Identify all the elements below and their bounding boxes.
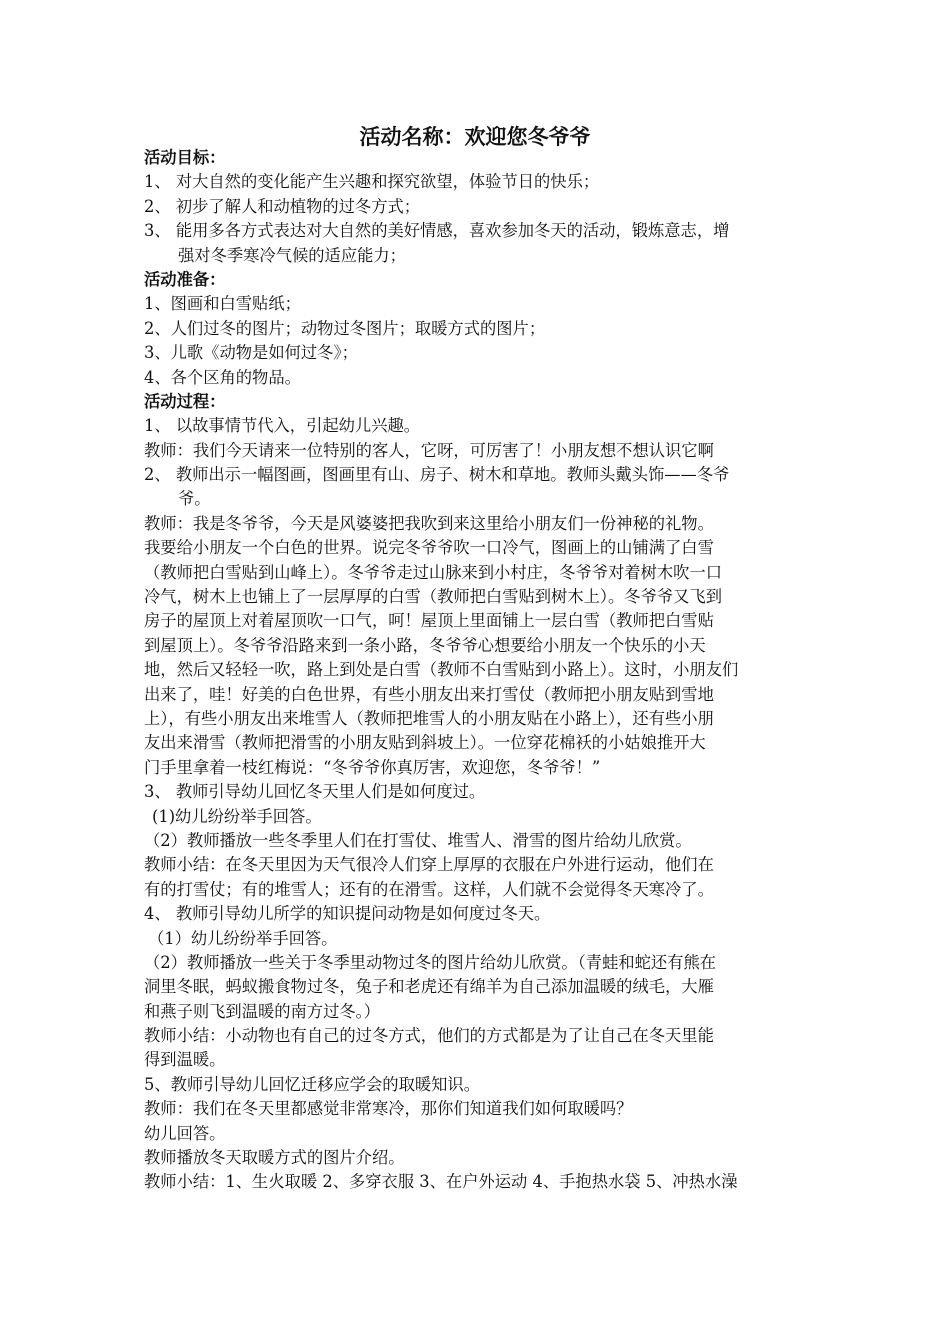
document-title: 活动名称：欢迎您冬爷爷 [359,124,591,149]
text-line: 冷气，树木上也铺上了一层厚厚的白雪（教师把白雪贴到树木上）。冬爷爷又飞到 [144,587,722,607]
text-line: 4、各个区角的物品。 [144,367,301,387]
text-line: 教师播放冬天取暖方式的图片介绍。 [144,1148,405,1168]
text-line: 教师：我是冬爷爷，今天是风婆婆把我吹到来这里给小朋友们一份神秘的礼物。 [144,513,714,533]
section-heading: 活动准备： [144,269,226,289]
text-line: 教师小结：小动物也有自己的过冬方式，他们的方式都是为了让自己在冬天里能 [144,1026,714,1046]
text-line: 5、教师引导幼儿回忆迁移应学会的取暖知识。 [144,1074,480,1094]
text-line: 2、人们过冬的图片；动物过冬图片；取暖方式的图片； [144,318,546,338]
text-line: 得到温暖。 [144,1050,226,1070]
text-line: （2）教师播放一些冬季里人们在打雪仗、堆雪人、滑雪的图片给幼儿欣赏。 [144,830,692,850]
text-line: 地，然后又轻轻一吹，路上到处是白雪（教师不白雪贴到小路上）。这时，小朋友们 [144,660,739,680]
text-line: 3、 教师引导幼儿回忆冬天里人们是如何度过。 [144,782,486,802]
text-line: （教师把白雪贴到山峰上）。冬爷爷走过山脉来到小村庄，冬爷爷对着树木吹一口 [144,562,722,582]
text-line: 和燕子则飞到温暖的南方过冬。） [144,1001,381,1021]
text-line: 有的打雪仗；有的堆雪人；还有的在滑雪。这样，人们就不会觉得冬天寒冷了。 [144,879,714,899]
text-line: 出来了，哇！好美的白色世界，有些小朋友出来打雪仗（教师把小朋友贴到雪地 [144,684,714,704]
text-line: 3、儿歌《动物是如何过冬》； [144,343,358,363]
text-line: 房子的屋顶上对着屋顶吹一口气，呵！屋顶上里面铺上一层白雪（教师把白雪贴 [144,611,714,631]
text-line: 强对冬季寒冷气候的适应能力； [178,245,406,265]
text-line: 门手里拿着一枝红梅说：“冬爷爷你真厉害，欢迎您，冬爷爷！” [144,757,601,777]
text-line: 4、 教师引导幼儿所学的知识提问动物是如何度过冬天。 [144,904,551,924]
text-line: 2、 教师出示一幅图画，图画里有山、房子、树木和草地。教师头戴头饰——冬爷 [144,465,730,485]
text-line: 2、 初步了解人和动植物的过冬方式； [144,196,421,216]
text-line: 教师：我们今天请来一位特别的客人，它呀，可厉害了！小朋友想不想认识它啊 [144,440,714,460]
text-line: 1、图画和白雪贴纸； [144,294,301,314]
section-heading: 活动目标： [144,148,226,167]
document-body [144,146,812,1195]
text-line: 教师小结：1、生火取暖 2、多穿衣服 3、在户外运动 4、手抱热水袋 5、冲热水澡 [144,1172,738,1192]
text-line: （2）教师播放一些关于冬季里动物过冬的图片给幼儿欣赏。（青蛙和蛇还有熊在 [144,952,717,972]
text-line: 幼儿回答。 [144,1123,226,1143]
section-heading: 活动过程： [144,391,226,411]
text-line: 到屋顶上）。冬爷爷沿路来到一条小路，冬爷爷心想要给小朋友一个快乐的小天 [144,635,706,655]
text-line: （1）幼儿纷纷举手回答。 [148,928,338,948]
text-line: 教师：我们在冬天里都感觉非常寒冷，那你们知道我们如何取暖吗？ [144,1099,633,1119]
text-line: 爷。 [178,489,211,509]
text-line: 3、 能用多各方式表达对大自然的美好情感，喜欢参加冬天的活动，锻炼意志，增 [144,221,730,241]
text-line: 教师小结：在冬天里因为天气很冷人们穿上厚厚的衣服在户外进行运动，他们在 [144,855,714,875]
text-line: 洞里冬眠，蚂蚁搬食物过冬，兔子和老虎还有绵羊为自己添加温暖的绒毛，大雁 [144,977,714,997]
text-line: (1)幼儿纷纷举手回答。 [152,806,322,826]
text-line: 我要给小朋友一个白色的世界。说完冬爷爷吹一口冷气，图画上的山铺满了白雪 [144,538,714,558]
text-line: 上），有些小朋友出来堆雪人（教师把堆雪人的小朋友贴在小路上），还有些小朋 [144,708,714,728]
text-line: 友出来滑雪（教师把滑雪的小朋友贴到斜坡上）。一位穿花棉袄的小姑娘推开大 [144,733,706,753]
text-line: 1、 以故事情节代入，引起幼儿兴趣。 [144,416,421,436]
text-line: 1、 对大自然的变化能产生兴趣和探究欲望，体验节日的快乐； [144,172,600,192]
